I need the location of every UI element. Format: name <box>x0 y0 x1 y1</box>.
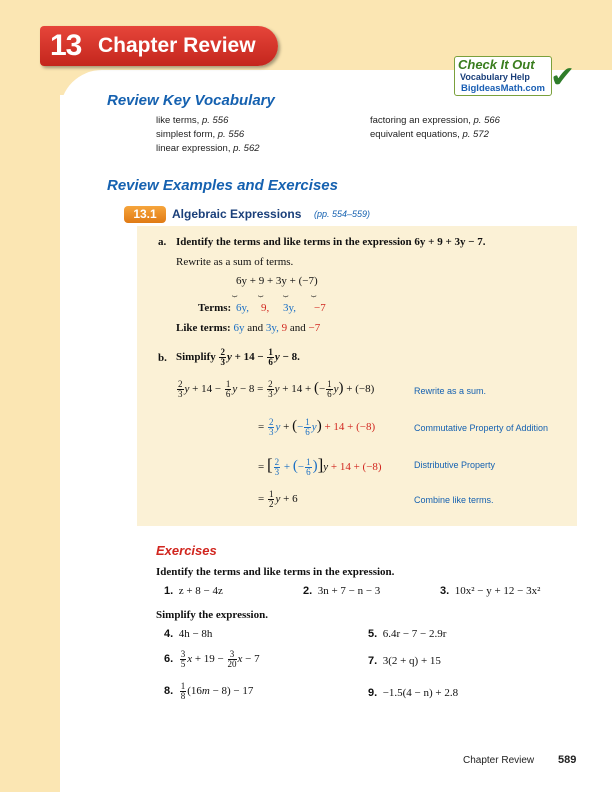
example-a-label: a. <box>158 236 167 248</box>
vocab-term: simplest form, <box>156 129 216 140</box>
example-panel <box>137 226 577 526</box>
example-b-prompt-prefix: Simplify <box>176 351 216 364</box>
work-line-4: = $\frac{1}{2}$ y + 6 <box>258 489 298 509</box>
page-number: 589 <box>558 754 577 766</box>
vocab-heading: Review Key Vocabulary <box>107 92 275 109</box>
brace-icon: ⏟ <box>258 288 264 298</box>
badge-site-name: BigIdeasMath <box>461 83 523 94</box>
exercise-expression: −1.5(4 − n) + 2.8 <box>382 687 459 699</box>
vocab-page: p. 566 <box>473 115 500 126</box>
exercise-expression: z + 8 − 4z <box>178 585 223 597</box>
exercise-expression: 6.4r − 7 − 2.9r <box>382 628 447 640</box>
vocab-page: p. 556 <box>217 129 245 140</box>
exercise-number: 9. <box>368 687 378 699</box>
exercise-number: 4. <box>164 628 174 640</box>
page-margin-band <box>0 0 60 792</box>
vocabulary-help-badge[interactable] <box>454 56 586 98</box>
work-line-1: $\frac{2}{3}$ y + 14 − $\frac{1}{6}$ y − 8 = $\frac{2}{3}$ y + 14 + (− $\frac{1}{6}$ y) + (−8) <box>178 379 375 399</box>
step-note: Combine like terms. <box>414 495 494 505</box>
vocab-term: like terms, <box>156 115 200 126</box>
like-term: −7 <box>308 322 321 334</box>
exercise-instruction: Identify the terms and like terms in the expression. <box>156 566 395 578</box>
footer-section-label: Chapter Review <box>463 755 535 766</box>
like-terms-label: Like terms: <box>176 322 231 334</box>
vocab-page: p. 556 <box>201 115 229 126</box>
section-title: Algebraic Expressions <box>172 207 302 221</box>
vocab-item <box>156 129 244 140</box>
exercise-item: 6. $\frac{3}{5}$ x + 19 − $\frac{3}{20}$ x − 7 <box>164 649 260 669</box>
exercise-expression: 10x² − y + 12 − 3x² <box>454 585 541 597</box>
badge-site-link[interactable] <box>461 83 545 94</box>
badge-title: Check It Out <box>458 57 535 72</box>
step-note: Distributive Property <box>414 460 496 470</box>
example-b-label: b. <box>158 352 167 364</box>
term: 6y, <box>236 302 250 314</box>
exercise-expression: 3(2 + q) + 15 <box>382 655 441 667</box>
chapter-number: 13 <box>50 29 82 62</box>
exercise-item <box>368 655 441 667</box>
work-line-3: = [ $\frac{2}{3}$ + (− $\frac{1}{6}$ )]y + 14 + (−8) <box>258 455 382 477</box>
brace-icon: ⏟ <box>283 288 289 298</box>
exercise-number: 5. <box>368 628 378 640</box>
badge-site-suffix: .com <box>522 83 545 94</box>
like-term: 9 <box>281 322 288 334</box>
badge-subtitle: Vocabulary Help <box>460 72 530 82</box>
step-note: Commutative Property of Addition <box>414 423 549 433</box>
vocab-item <box>370 129 489 140</box>
term: 3y, <box>283 302 297 314</box>
fraction: $\frac{2}{3}$ <box>220 347 225 367</box>
exercise-number: 2. <box>303 585 313 597</box>
vocab-term: equivalent equations, <box>370 129 460 140</box>
like-term: 6y <box>233 322 245 334</box>
vocab-term: factoring an expression, <box>370 115 471 126</box>
example-a-step: Rewrite as a sum of terms. <box>176 256 294 268</box>
example-b-prompt: Simplify $\frac{2}{3}$ y + 14 − $\frac{1}{6}$ y − 8. <box>176 347 300 367</box>
chapter-title: Chapter Review <box>98 34 256 57</box>
checkmark-icon: ✔ <box>550 60 576 95</box>
like-terms-conjunction: and <box>247 322 264 334</box>
step-note: Rewrite as a sum. <box>414 386 487 396</box>
vocab-page: p. 572 <box>462 129 489 140</box>
examples-heading: Review Examples and Exercises <box>107 177 338 194</box>
exercise-item: 8. $\frac{1}{8}$ (16m − 8) − 17 <box>164 681 254 701</box>
exercise-number: 6. <box>164 653 174 666</box>
brace-icon: ⏟ <box>232 288 238 298</box>
exercise-item <box>303 585 380 597</box>
vocab-item <box>156 143 260 154</box>
exercise-item <box>440 585 540 597</box>
exercises-heading: Exercises <box>156 543 217 558</box>
exercise-item <box>368 687 458 699</box>
exercise-instruction: Simplify the expression. <box>156 609 268 621</box>
exercise-number: 1. <box>164 585 174 597</box>
fraction: $\frac{1}{6}$ <box>268 347 273 367</box>
exercise-number: 3. <box>440 585 450 597</box>
section-pages: (pp. 554–559) <box>314 209 371 219</box>
vocab-item <box>156 115 228 126</box>
section-tag: 13.1 <box>124 206 166 223</box>
exercise-number: 8. <box>164 685 174 698</box>
exercise-item <box>368 628 446 640</box>
example-a-prompt: Identify the terms and like terms in the expression 6y + 9 + 3y − 7. <box>176 236 486 248</box>
term: −7 <box>314 302 326 314</box>
like-term: 3y, <box>265 322 279 334</box>
term: 9, <box>261 302 270 314</box>
exercise-expression: 3n + 7 − n − 3 <box>317 585 381 597</box>
vocab-term: linear expression, <box>156 143 231 154</box>
like-terms-conjunction: and <box>289 322 306 334</box>
exercise-item <box>164 585 223 597</box>
brace-icon: ⏟ <box>311 288 317 298</box>
exercise-item <box>164 628 212 640</box>
vocab-item <box>370 115 500 126</box>
example-a-expression: 6y + 9 + 3y + (−7) <box>236 275 318 287</box>
vocab-page: p. 562 <box>233 143 260 154</box>
exercise-expression: 4h − 8h <box>178 628 213 640</box>
terms-label: Terms: <box>198 302 232 314</box>
like-terms-line <box>176 322 320 334</box>
exercise-number: 7. <box>368 655 378 667</box>
work-line-2: = $\frac{2}{3}$ y + (− $\frac{1}{6}$ y) + 14 + (−8) <box>258 417 376 437</box>
